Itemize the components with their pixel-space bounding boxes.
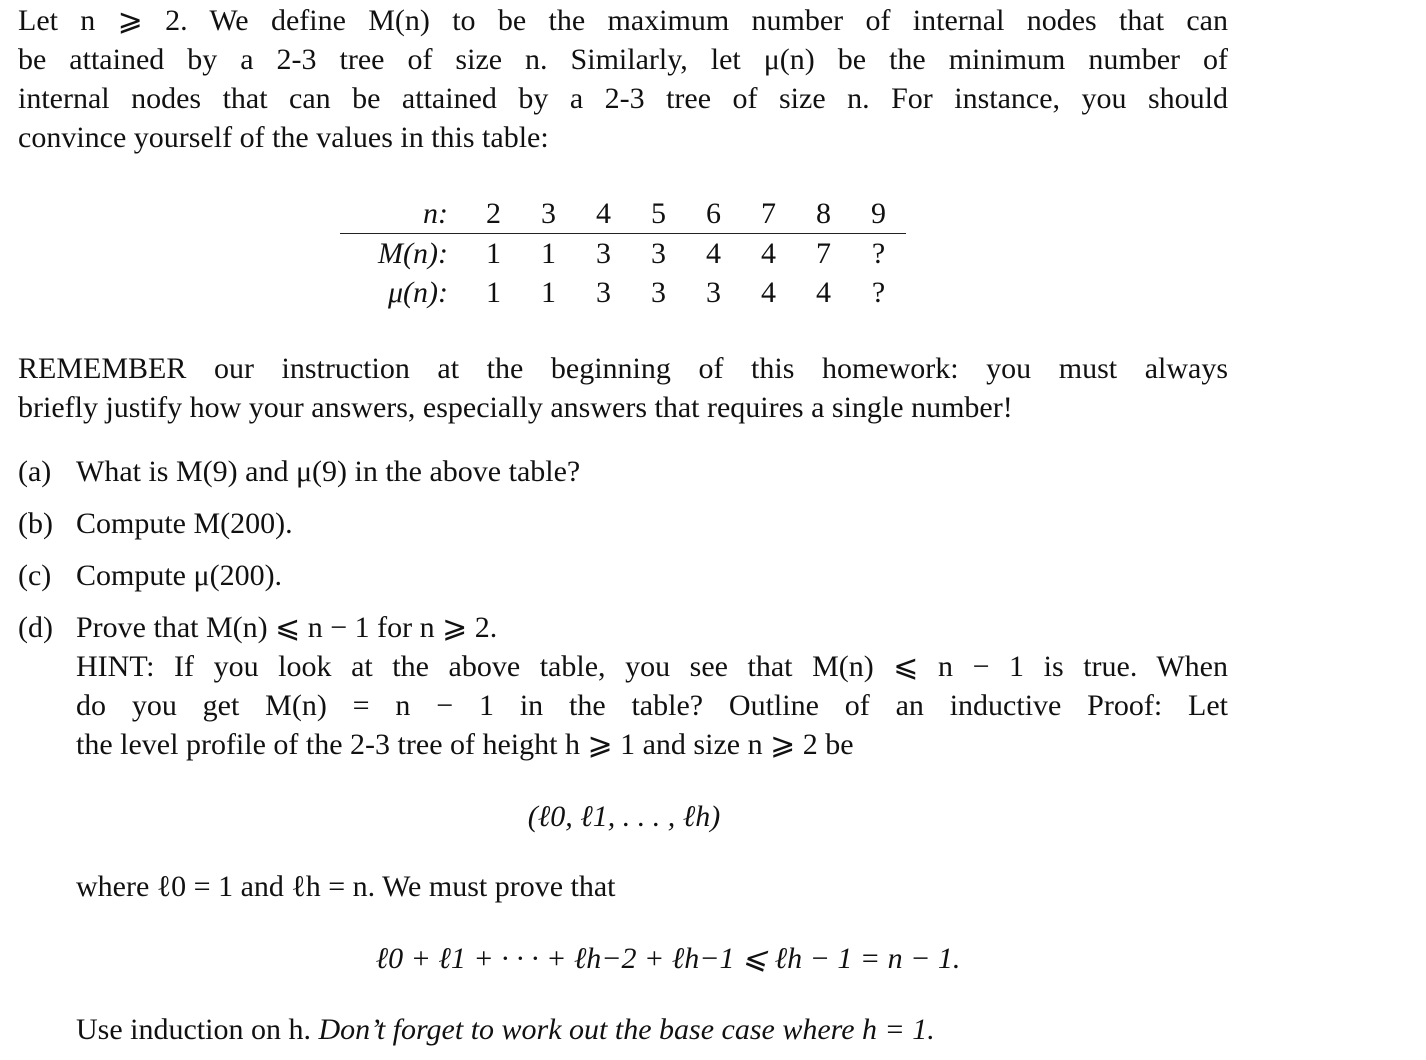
table-cell: 7 bbox=[741, 194, 796, 234]
table-cell: 1 bbox=[486, 237, 501, 270]
table-cell: 4 bbox=[576, 194, 631, 234]
intro-line-4: convince yourself of the values in this table: bbox=[18, 121, 549, 154]
inequality-equation: ℓ0 + ℓ1 + · · · + ℓh−2 + ℓh−1 ⩽ ℓh − 1 = n − 1. bbox=[375, 942, 961, 975]
remember-line-1: REMEMBER our instruction at the beginning of this homework: you must always bbox=[18, 352, 1228, 385]
table-header-label: n: bbox=[340, 194, 466, 234]
table-cell: 4 bbox=[761, 237, 776, 270]
induction-note-italic: Don’t forget to work out the base case where h = 1. bbox=[318, 1013, 935, 1046]
table-cell: 3 bbox=[521, 194, 576, 234]
hint-line-3: the level profile of the 2-3 tree of height h ⩾ 1 and size n ⩾ 2 be bbox=[76, 728, 854, 761]
table-cell: 1 bbox=[541, 276, 556, 309]
table-cell: 6 bbox=[686, 194, 741, 234]
hint-line-2: do you get M(n) = n − 1 in the table? Outline of an inductive Proof: Let bbox=[76, 689, 1228, 722]
table-header-row bbox=[340, 194, 906, 234]
question-text: What is M(9) and μ(9) in the above table? bbox=[76, 455, 581, 488]
remember-line-2: briefly justify how your answers, especially answers that requires a single number! bbox=[18, 391, 1013, 424]
induction-note-plain: Use induction on h. bbox=[76, 1013, 311, 1046]
question-tag: (a) bbox=[18, 455, 52, 488]
table-row-min bbox=[340, 273, 906, 312]
question-tag: (c) bbox=[18, 559, 52, 592]
table-cell: 3 bbox=[706, 276, 721, 309]
level-profile-equation: (ℓ0, ℓ1, . . . , ℓh) bbox=[527, 800, 721, 833]
table-cell: 5 bbox=[631, 194, 686, 234]
induction-note bbox=[76, 1010, 935, 1049]
table-cell: 3 bbox=[596, 237, 611, 270]
table-row-label: M(n): bbox=[378, 237, 448, 270]
question-tag: (b) bbox=[18, 507, 53, 540]
question-text: Compute μ(200). bbox=[76, 559, 283, 592]
table-cell: 8 bbox=[796, 194, 851, 234]
table-cell: 3 bbox=[651, 276, 666, 309]
question-tag: (d) bbox=[18, 611, 53, 644]
remember-paragraph bbox=[18, 349, 1228, 427]
table-cell: 7 bbox=[816, 237, 831, 270]
intro-line-1: Let n ⩾ 2. We define M(n) to be the maximum number of internal nodes that can bbox=[18, 4, 1228, 37]
table-cell: ? bbox=[871, 237, 886, 270]
table-cell: 4 bbox=[706, 237, 721, 270]
intro-line-3: internal nodes that can be attained by a 2-3 tree of size n. For instance, you should bbox=[18, 82, 1228, 115]
intro-line-2: be attained by a 2-3 tree of size n. Similarly, let μ(n) be the minimum number of bbox=[18, 43, 1228, 76]
table-cell: 2 bbox=[466, 194, 521, 234]
table-cell: 3 bbox=[596, 276, 611, 309]
table-cell: 4 bbox=[816, 276, 831, 309]
question-text: Compute M(200). bbox=[76, 507, 293, 540]
table-cell: 1 bbox=[486, 276, 501, 309]
table-cell: 4 bbox=[761, 276, 776, 309]
table-cell: 9 bbox=[851, 194, 906, 234]
table-cell: 1 bbox=[541, 237, 556, 270]
table-cell: 3 bbox=[651, 237, 666, 270]
table-cell: ? bbox=[871, 276, 886, 309]
table-row-label: μ(n): bbox=[387, 276, 448, 309]
question-text: Prove that M(n) ⩽ n − 1 for n ⩾ 2. bbox=[76, 611, 498, 644]
values-table bbox=[340, 194, 906, 312]
where-line: where ℓ0 = 1 and ℓh = n. We must prove that bbox=[76, 870, 616, 903]
table-row-max bbox=[340, 234, 906, 274]
hint-line-1: HINT: If you look at the above table, you see that M(n) ⩽ n − 1 is true. When bbox=[76, 650, 1228, 683]
question-d-body bbox=[76, 608, 1228, 764]
intro-paragraph bbox=[18, 1, 1228, 157]
